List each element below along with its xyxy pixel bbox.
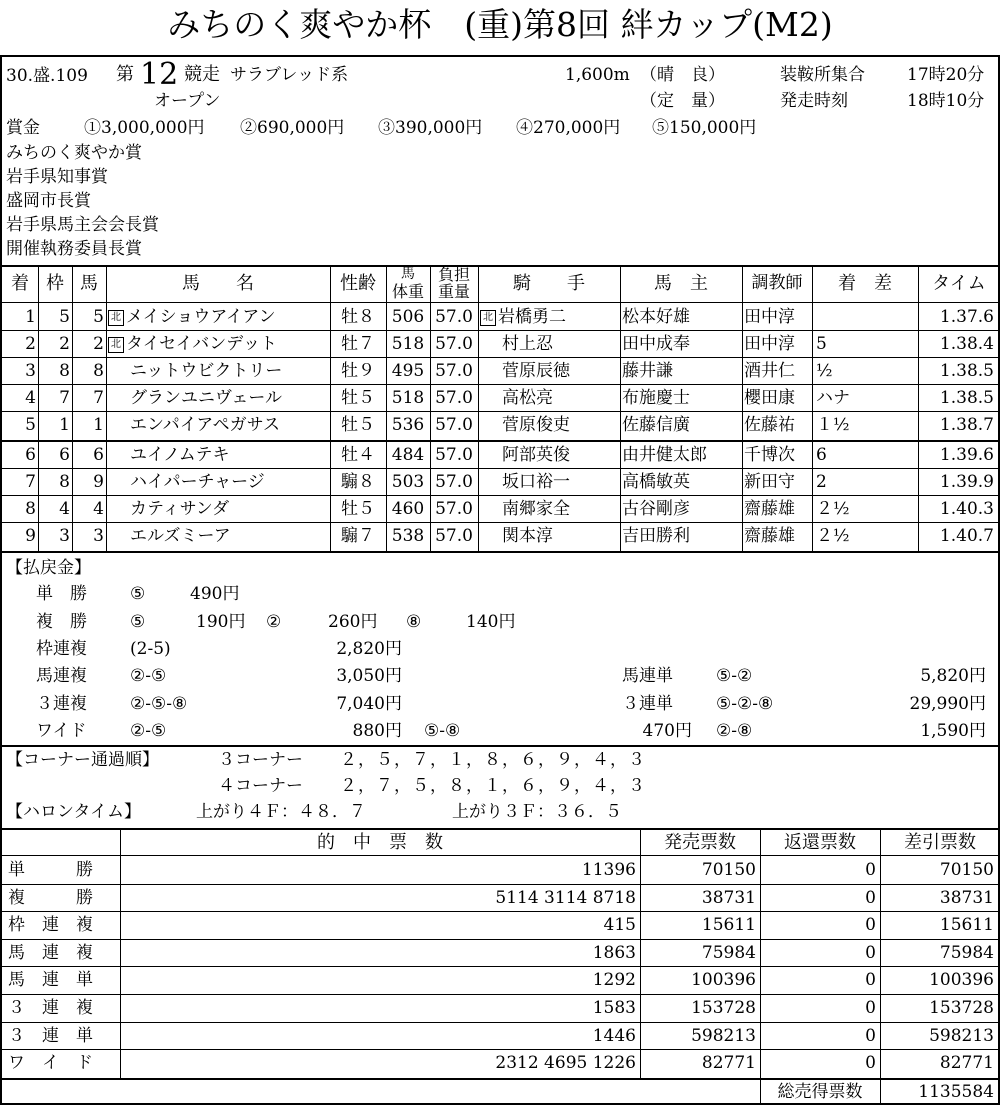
header-owner: 馬 主 (654, 273, 708, 294)
votes-header-hits: 的 中 票 数 (317, 832, 443, 853)
result-uma: 2 (93, 334, 104, 354)
result-time: 1.39.6 (939, 445, 994, 465)
votes-net: 70150 (939, 860, 994, 880)
result-owner: 藤井謙 (622, 361, 673, 381)
votes-hits: 415 (603, 915, 636, 936)
result-uma: 9 (93, 472, 104, 492)
votes-sold: 598213 (691, 1025, 756, 1046)
jockey-name: 関本淳 (502, 526, 553, 546)
result-time: 1.40.3 (939, 499, 994, 519)
award-item: みちのく爽やか賞 (6, 143, 142, 163)
wakuren-combo: (2-5) (130, 639, 171, 659)
header-weight-top: 馬 (401, 266, 415, 282)
race-code: 30.盛.109 (6, 66, 88, 86)
result-owner: 由井健太郎 (622, 445, 707, 465)
result-place: 8 (25, 499, 36, 519)
sanrentan-label: ３連単 (622, 694, 673, 714)
votes-type: ３ 連 単 (8, 1025, 93, 1046)
result-jockey (480, 363, 620, 380)
result-time: 1.38.5 (939, 361, 994, 381)
result-owner: 松本好雄 (622, 307, 690, 327)
votes-type: ワ イ ド (8, 1053, 93, 1074)
votes-sold: 38731 (701, 887, 756, 908)
furlong-heading: 【ハロンタイム】 (6, 802, 141, 822)
result-burden: 57.0 (435, 499, 473, 519)
result-uma: 1 (93, 415, 104, 435)
race-distance: 1,600m (565, 65, 630, 85)
wide-amount: 470円 (642, 721, 692, 741)
votes-hits: 11396 (581, 860, 636, 880)
header-horse: 馬 名 (182, 273, 254, 294)
votes-header-net: 差引票数 (904, 832, 976, 853)
gather-label: 装鞍所集合 (780, 65, 865, 85)
tansho-amount: 490円 (190, 584, 240, 604)
corner-3-label: ３コーナー (218, 750, 303, 770)
prize-5: ⑤150,000円 (652, 118, 757, 138)
horse-name: ニットウビクトリー (130, 361, 283, 381)
fukusho-label: 複 勝 (36, 612, 87, 632)
result-owner: 布施慶士 (622, 388, 690, 408)
result-trainer: 千博次 (744, 445, 795, 465)
result-burden: 57.0 (435, 445, 473, 465)
votes-type: 馬 連 単 (8, 970, 93, 991)
result-waku: 3 (59, 526, 70, 546)
result-burden: 57.0 (435, 526, 473, 546)
votes-hits: 1292 (592, 970, 636, 991)
result-weight: 460 (391, 499, 425, 519)
jockey-name: 岩橋勇二 (498, 307, 566, 327)
votes-net: 153728 (929, 998, 994, 1018)
result-jockey (480, 474, 620, 491)
corner-heading: 【コーナー通過順】 (6, 750, 159, 770)
result-time: 1.38.4 (939, 334, 994, 354)
result-jockey (480, 309, 620, 326)
votes-net: 75984 (939, 942, 994, 963)
horse-name: グランユニヴェール (130, 388, 282, 408)
award-item: 盛岡市長賞 (6, 191, 91, 211)
votes-sold: 75984 (701, 942, 756, 963)
result-horse (108, 474, 330, 491)
result-sex-age: 牡５ (341, 499, 375, 519)
header-margin: 着 差 (838, 273, 892, 294)
umaren-amount: 3,050円 (336, 666, 402, 686)
header-uma: 馬 (80, 273, 98, 294)
result-sex-age: 牡５ (341, 388, 375, 408)
result-place: 9 (25, 526, 36, 546)
award-item: 岩手県知事賞 (6, 167, 108, 187)
result-time: 1.40.7 (939, 526, 994, 546)
result-horse (108, 336, 330, 353)
furlong-3f: 上がり３Ｆ：３６．５ (452, 802, 622, 822)
horse-name: メイショウアイアン (126, 307, 276, 327)
result-margin: 6 (816, 445, 827, 465)
start-time: 18時10分 (907, 91, 985, 111)
result-trainer: 佐藤祐 (744, 415, 795, 435)
jockey-name: 村上忍 (502, 334, 553, 354)
votes-net: 100396 (929, 970, 994, 991)
result-time: 1.38.7 (939, 415, 994, 435)
result-burden: 57.0 (435, 361, 473, 381)
result-weight: 536 (391, 415, 425, 435)
race-class: オープン (154, 91, 221, 111)
race-breed: サラブレッド系 (230, 65, 349, 85)
result-place: 6 (25, 445, 36, 465)
fukusho-combo: ⑧ (406, 612, 422, 632)
page-title: みちのく爽やか杯 (重)第8回 絆カップ(M2) (167, 5, 833, 44)
wide-amount: 880円 (352, 721, 402, 741)
result-burden: 57.0 (435, 334, 473, 354)
votes-type: 枠 連 複 (8, 915, 93, 936)
votes-net: 15611 (939, 915, 994, 936)
result-jockey (480, 501, 620, 518)
corner-4-label: ４コーナー (218, 776, 303, 796)
votes-sold: 70150 (701, 860, 756, 880)
corner-3-order: ２，５，７，１，８，６，９，４，３ (340, 750, 646, 770)
fukusho-combo: ② (266, 612, 282, 632)
result-uma: 8 (93, 361, 104, 381)
result-owner: 吉田勝利 (622, 526, 690, 546)
header-jockey: 騎 手 (513, 273, 585, 294)
race-weather: （晴 良） (640, 65, 725, 85)
votes-hits: 1446 (592, 1025, 636, 1046)
umatan-label: 馬連単 (622, 666, 673, 686)
result-uma: 4 (93, 499, 104, 519)
result-trainer: 酒井仁 (744, 361, 795, 381)
tansho-combo: ⑤ (130, 584, 146, 604)
result-trainer: 櫻田康 (744, 388, 795, 408)
result-weight: 506 (391, 307, 425, 327)
result-weight: 495 (391, 361, 425, 381)
result-jockey (480, 528, 620, 545)
result-burden: 57.0 (435, 307, 473, 327)
result-margin: 5 (816, 334, 827, 354)
result-sex-age: 牡５ (341, 415, 375, 435)
votes-hits: 5114 3114 8718 (495, 887, 636, 908)
prize-label: 賞金 (6, 118, 40, 138)
result-burden: 57.0 (435, 415, 473, 435)
result-sex-age: 牡８ (341, 307, 375, 327)
result-horse (108, 417, 330, 434)
fukusho-amount: 260円 (328, 612, 378, 632)
result-time: 1.37.6 (939, 307, 994, 327)
furlong-4f: 上がり４Ｆ：４８．７ (196, 802, 366, 822)
jockey-name: 高松亮 (502, 388, 553, 408)
votes-refund: 0 (865, 860, 876, 880)
award-item: 岩手県馬主会会長賞 (6, 215, 159, 235)
result-waku: 6 (59, 445, 70, 465)
wide-combo: ②-⑤ (130, 721, 167, 741)
header-burden-bottom: 重量 (437, 282, 470, 301)
result-place: 7 (25, 472, 36, 492)
region-mark-icon: 北 (480, 310, 496, 326)
result-sex-age: 騸７ (341, 526, 375, 546)
votes-net: 38731 (939, 887, 994, 908)
result-owner: 田中成奉 (622, 334, 690, 354)
result-horse (108, 447, 330, 464)
votes-sold: 100396 (691, 970, 756, 991)
horse-name: タイセイバンデット (126, 334, 277, 354)
total-label: 総売得票数 (777, 1082, 863, 1102)
horse-name: エンパイアペガサス (130, 415, 280, 435)
result-uma: 7 (93, 388, 104, 408)
header-burden-top: 負担 (437, 265, 470, 284)
wakuren-label: 枠連複 (36, 639, 87, 659)
votes-header-sold: 発売票数 (664, 832, 736, 853)
votes-sold: 153728 (691, 998, 756, 1018)
result-uma: 6 (93, 445, 104, 465)
result-sex-age: 牡４ (341, 445, 375, 465)
votes-refund: 0 (865, 915, 876, 936)
result-weight: 518 (391, 334, 425, 354)
result-weight: 538 (391, 526, 425, 546)
region-mark-icon: 北 (108, 310, 124, 326)
result-jockey (480, 417, 620, 434)
result-waku: 7 (59, 388, 70, 408)
total-value: 1135584 (918, 1082, 994, 1102)
prize-1: ①3,000,000円 (84, 118, 205, 138)
header-sex-age: 性齢 (340, 273, 376, 294)
result-sex-age: 騸８ (341, 472, 375, 492)
corner-4-order: ２，７，５，８，１，６，９，４，３ (340, 776, 646, 796)
votes-sold: 15611 (701, 915, 756, 936)
wakuren-amount: 2,820円 (336, 639, 402, 659)
result-uma: 5 (93, 307, 104, 327)
race-kyoso: 競走 (184, 64, 220, 85)
result-horse (108, 528, 330, 545)
result-margin: １½ (816, 415, 850, 435)
result-trainer: 齋藤雄 (744, 499, 795, 519)
sanrentan-amount: 29,990円 (909, 694, 986, 714)
sanrenpuku-amount: 7,040円 (336, 694, 402, 714)
votes-sold: 82771 (701, 1053, 756, 1074)
wide-label: ワイド (36, 721, 87, 741)
votes-hits: 1863 (592, 942, 636, 963)
header-weight-bottom: 体重 (391, 282, 424, 301)
sanrenpuku-combo: ②-⑤-⑧ (130, 694, 188, 714)
payout-heading: 【払戻金】 (6, 558, 91, 578)
result-uma: 3 (93, 526, 104, 546)
horse-name: エルズミーア (130, 526, 231, 546)
result-sex-age: 牡７ (341, 334, 375, 354)
result-sex-age: 牡９ (341, 361, 375, 381)
votes-refund: 0 (865, 1025, 876, 1046)
result-place: 4 (25, 388, 36, 408)
votes-net: 598213 (929, 1025, 994, 1046)
result-trainer: 齋藤雄 (744, 526, 795, 546)
result-waku: 4 (59, 499, 70, 519)
votes-type: 複 勝 (8, 887, 93, 908)
umaren-combo: ②-⑤ (130, 666, 167, 686)
result-place: 2 (25, 334, 36, 354)
result-place: 1 (25, 307, 36, 327)
votes-refund: 0 (865, 970, 876, 991)
umaren-label: 馬連複 (36, 666, 87, 686)
result-weight: 518 (391, 388, 425, 408)
result-owner: 古谷剛彦 (622, 499, 690, 519)
votes-hits: 1583 (592, 998, 636, 1018)
prize-4: ④270,000円 (516, 118, 621, 138)
wide-combo: ⑤-⑧ (424, 721, 461, 741)
wide-amount: 1,590円 (920, 721, 986, 741)
jockey-name: 坂口裕一 (502, 472, 570, 492)
header-place: 着 (11, 273, 29, 294)
result-waku: 8 (59, 472, 70, 492)
result-trainer: 新田守 (744, 472, 795, 492)
result-time: 1.38.5 (939, 388, 994, 408)
jockey-name: 南郷家全 (502, 499, 570, 519)
votes-refund: 0 (865, 887, 876, 908)
result-weight: 503 (391, 472, 425, 492)
result-owner: 高橋敏英 (622, 472, 690, 492)
result-horse (108, 309, 330, 326)
result-horse (108, 363, 330, 380)
result-waku: 1 (59, 415, 70, 435)
fukusho-amount: 140円 (466, 612, 516, 632)
result-place: 5 (25, 415, 36, 435)
fukusho-combo: ⑤ (130, 612, 146, 632)
result-waku: 5 (59, 307, 70, 327)
region-mark-icon: 北 (108, 337, 124, 353)
votes-type: 単 勝 (8, 860, 93, 880)
result-burden: 57.0 (435, 472, 473, 492)
result-jockey (480, 447, 620, 464)
header-time: タイム (932, 273, 986, 294)
header-trainer: 調教師 (751, 273, 803, 293)
prize-3: ③390,000円 (378, 118, 483, 138)
votes-refund: 0 (865, 998, 876, 1018)
result-waku: 2 (59, 334, 70, 354)
jockey-name: 菅原辰徳 (502, 361, 570, 381)
votes-type: 馬 連 複 (8, 942, 93, 963)
award-item: 開催執務委員長賞 (6, 239, 142, 259)
result-time: 1.39.9 (939, 472, 994, 492)
header-waku: 枠 (46, 273, 64, 294)
result-margin: ２½ (816, 526, 850, 546)
result-place: 3 (25, 361, 36, 381)
result-waku: 8 (59, 361, 70, 381)
race-weight-rule: （定 量） (640, 91, 725, 111)
result-trainer: 田中淳 (744, 307, 795, 327)
votes-type: ３ 連 複 (8, 998, 93, 1018)
votes-header-refund: 返還票数 (784, 832, 856, 853)
fukusho-amount: 190円 (196, 612, 246, 632)
votes-net: 82771 (939, 1053, 994, 1074)
prize-2: ②690,000円 (240, 118, 345, 138)
jockey-name: 阿部英俊 (502, 445, 570, 465)
umatan-amount: 5,820円 (920, 666, 986, 686)
start-label: 発走時刻 (780, 91, 848, 111)
result-weight: 484 (391, 445, 425, 465)
result-jockey (480, 336, 620, 353)
result-horse (108, 501, 330, 518)
votes-hits: 2312 4695 1226 (495, 1053, 636, 1074)
tansho-label: 単 勝 (36, 584, 87, 604)
votes-refund: 0 (865, 1053, 876, 1074)
race-dai: 第 (116, 64, 134, 85)
gather-time: 17時20分 (907, 65, 985, 85)
result-burden: 57.0 (435, 388, 473, 408)
result-horse (108, 390, 330, 407)
jockey-name: 菅原俊吏 (502, 415, 570, 435)
umatan-combo: ⑤-② (716, 666, 753, 686)
result-trainer: 田中淳 (744, 334, 795, 354)
horse-name: ハイパーチャージ (130, 472, 265, 492)
race-number: 12 (140, 57, 179, 92)
result-owner: 佐藤信廣 (622, 415, 690, 435)
wide-combo: ②-⑧ (716, 721, 753, 741)
result-margin: ２½ (816, 499, 850, 519)
horse-name: ユイノムテキ (130, 445, 230, 465)
horse-name: カティサンダ (130, 499, 230, 519)
result-jockey (480, 390, 620, 407)
result-margin: ハナ (816, 388, 850, 408)
result-margin: ½ (816, 361, 833, 381)
sanrentan-combo: ⑤-②-⑧ (716, 694, 774, 714)
sanrenpuku-label: ３連複 (36, 694, 87, 714)
result-margin: 2 (816, 472, 827, 492)
votes-refund: 0 (865, 942, 876, 963)
